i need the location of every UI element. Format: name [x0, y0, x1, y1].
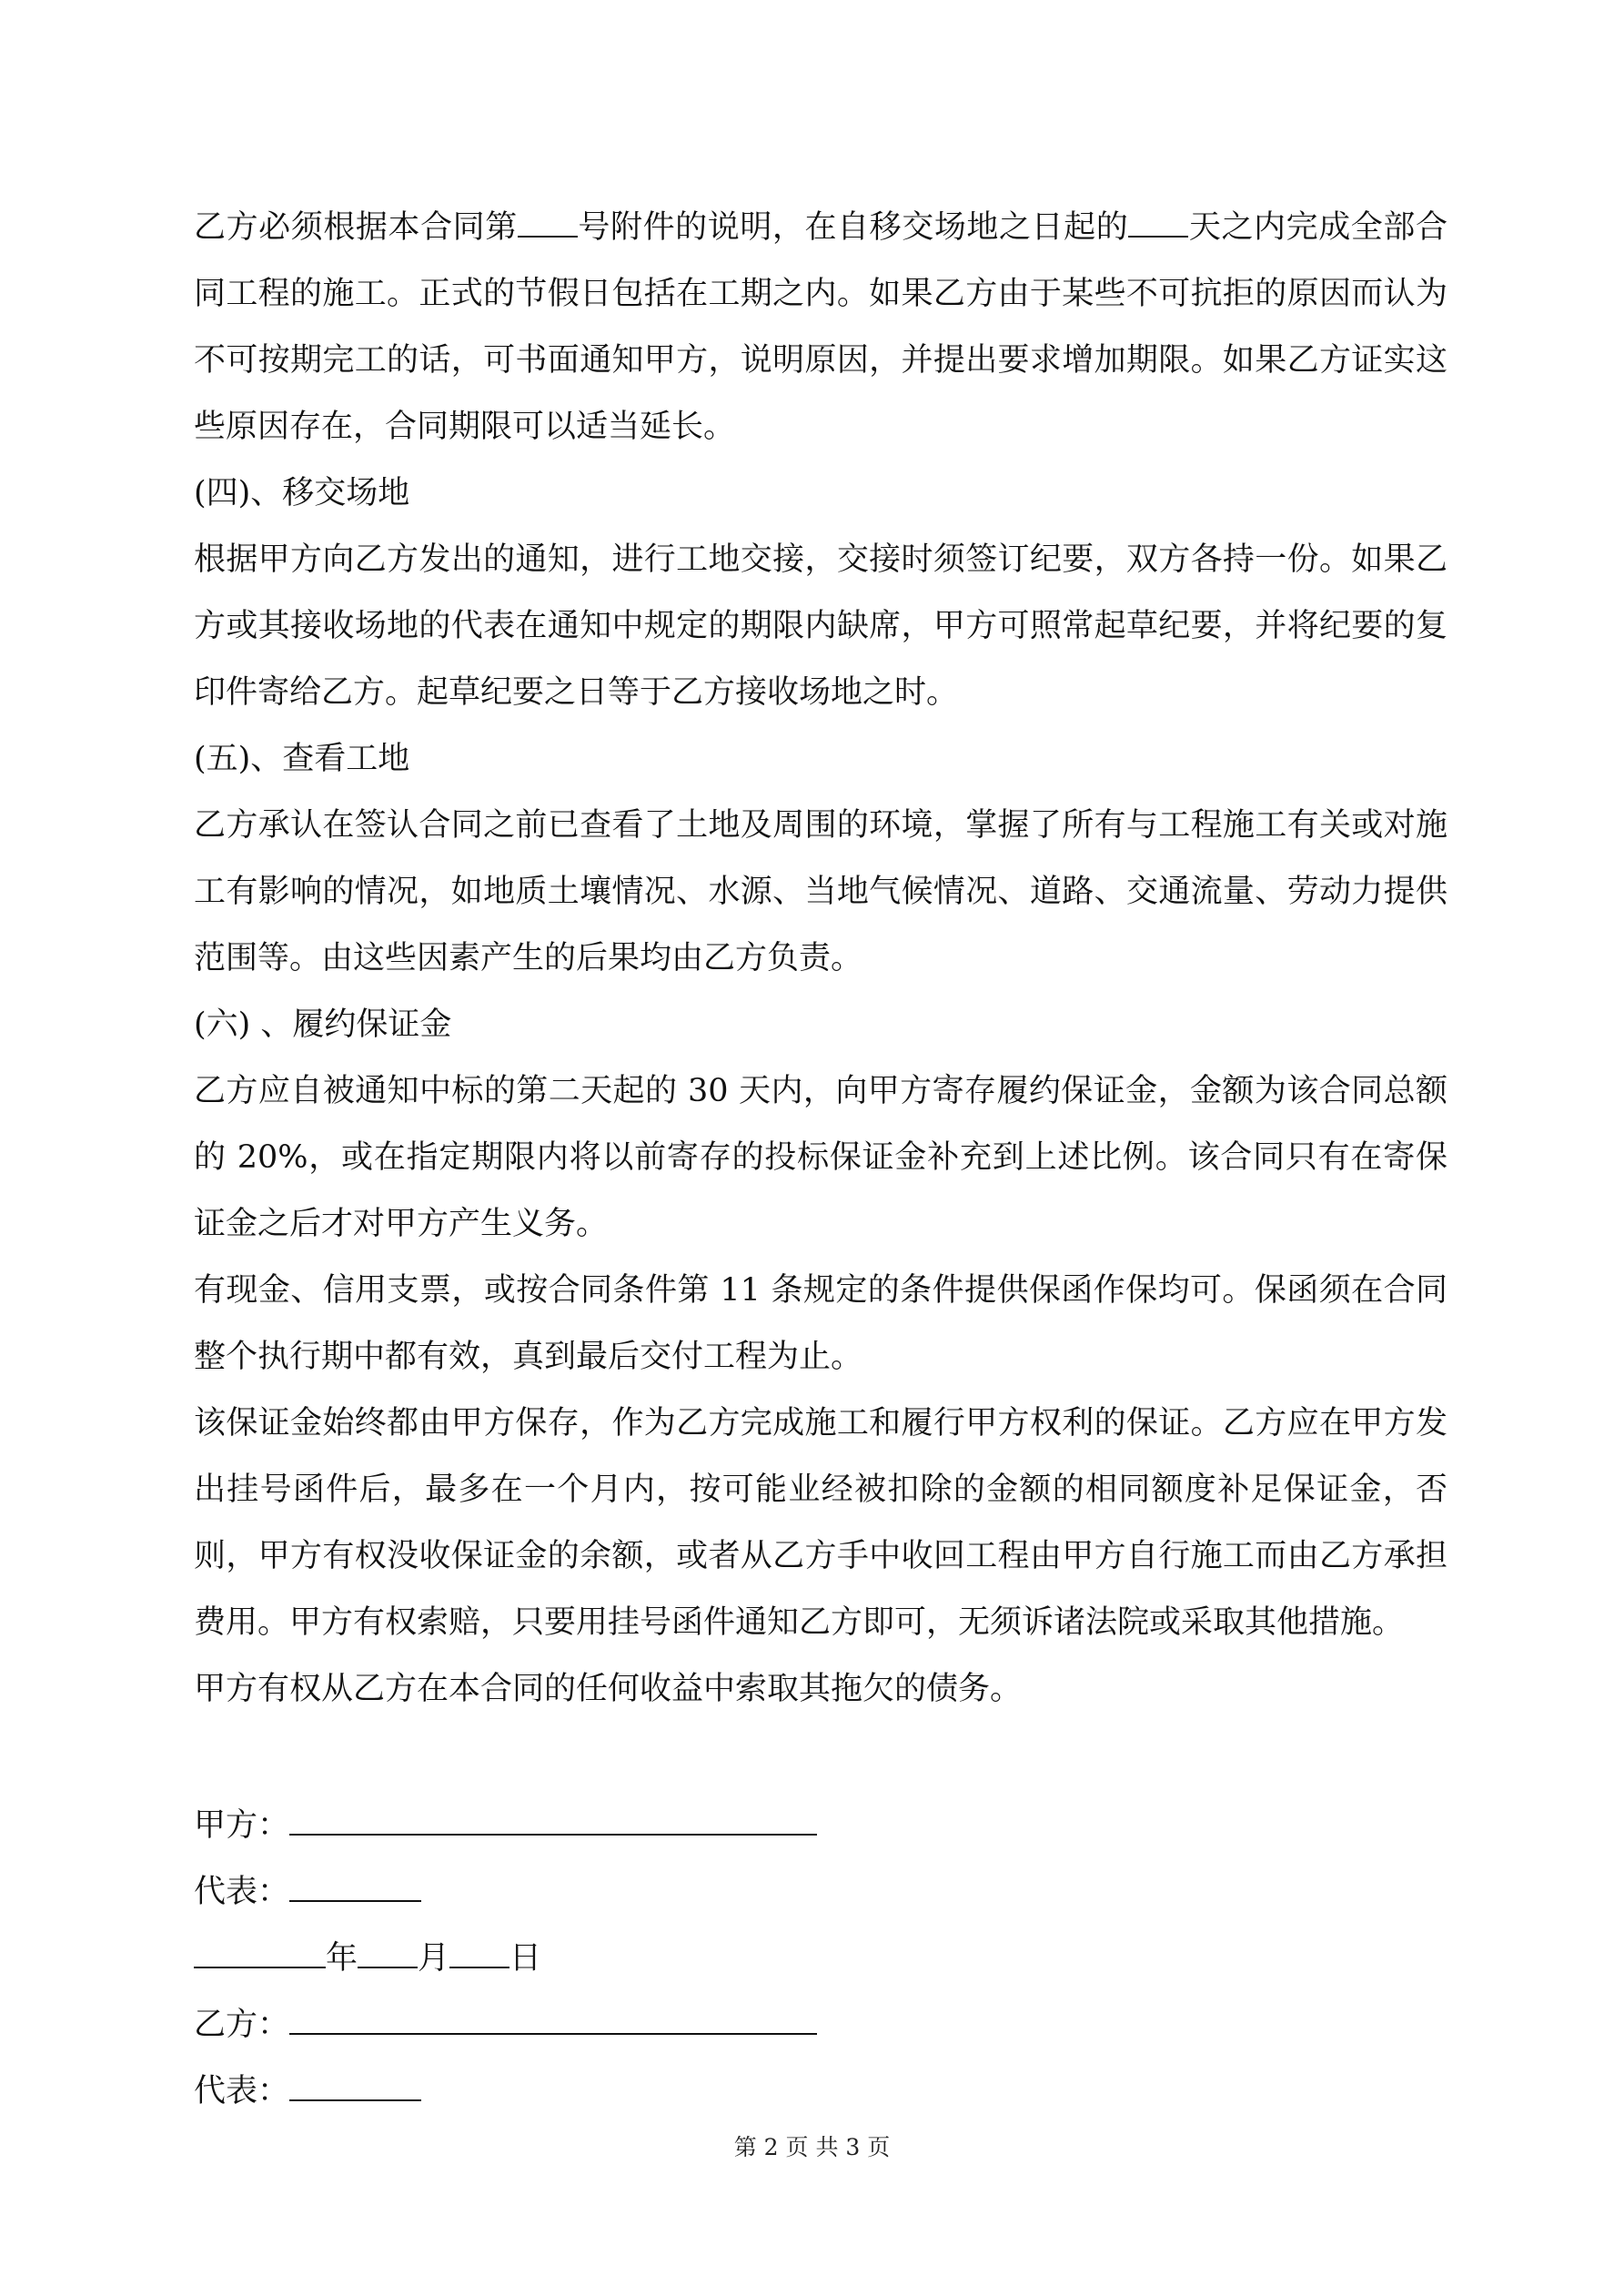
rep-b-label: 代表：: [194, 2073, 290, 2109]
month-label: 月: [418, 1940, 450, 1977]
rep-a-blank: [289, 1873, 421, 1902]
signature-block: [194, 1793, 1447, 2125]
party-a-line: [194, 1793, 1447, 1859]
year-blank: [194, 1939, 326, 1968]
paragraph-bond-custody: 该保证金始终都由甲方保存，作为乙方完成施工和履行甲方权利的保证。乙方应在甲方发出挂号函件后，最多在一个月内，按可能业经被扣除的金额的相同额度补足保证金，否则，甲方有权没收保证金的余额，或者从乙方手中收回工程由甲方自行施工而由乙方承担费用。甲方有权索赔，只要用挂号函件通知乙方即可，无须诉诸法院或采取其他措施。: [194, 1405, 1447, 1641]
blank-attachment-number: [518, 208, 578, 238]
party-b-blank: [289, 2006, 817, 2035]
rep-b-line: [194, 2058, 1447, 2125]
date-line: [194, 1926, 1447, 1992]
paragraph-performance-bond: 乙方应自被通知中标的第二天起的 30 天内，向甲方寄存履约保证金，金额为该合同总额的 20%，或在指定期限内将以前寄存的投标保证金补充到上述比例。该合同只有在寄保证金之后才对甲方产生义务。: [194, 1073, 1447, 1242]
day-blank: [449, 1939, 509, 1968]
paragraph-site-handover: 根据甲方向乙方发出的通知，进行工地交接，交接时须签订纪要，双方各持一份。如果乙方或其接收场地的代表在通知中规定的期限内缺席，甲方可照常起草纪要，并将纪要的复印件寄给乙方。起草纪要之日等于乙方接收场地之时。: [194, 541, 1447, 711]
blank-days: [1128, 208, 1188, 238]
section-heading: (六) 、履约保证金: [194, 1006, 452, 1043]
paragraph-debt-recovery: 甲方有权从乙方在本合同的任何收益中索取其拖欠的债务。: [194, 1671, 1023, 1707]
section-heading: (五)、查看工地: [194, 741, 410, 777]
rep-a-label: 代表：: [194, 1874, 290, 1910]
paragraph-construction-period: [194, 195, 1447, 460]
year-label: 年: [326, 1940, 358, 1977]
page-number-footer: 第 2 页 共 3 页: [733, 2134, 891, 2160]
rep-b-blank: [289, 2072, 421, 2101]
paragraph-text: 号附件的说明，在自移交场地之日起的: [577, 209, 1129, 246]
rep-a-line: [194, 1859, 1447, 1926]
party-a-label: 甲方：: [194, 1807, 290, 1844]
paragraph-text: 乙方必须根据本合同第: [194, 209, 518, 246]
contract-body: [194, 195, 1447, 1723]
party-a-blank: [289, 1806, 817, 1836]
month-blank: [358, 1939, 418, 1968]
paragraph-bond-forms: 有现金、信用支票，或按合同条件第 11 条规定的条件提供保函作保均可。保函须在合同整个执行期中都有效，真到最后交付工程为止。: [194, 1272, 1447, 1375]
party-b-line: [194, 1992, 1447, 2058]
paragraph-site-inspection: 乙方承认在签认合同之前已查看了土地及周围的环境，掌握了所有与工程施工有关或对施工有影响的情况，如地质土壤情况、水源、当地气候情况、道路、交通流量、劳动力提供范围等。由这些因素产生的后果均由乙方负责。: [194, 807, 1447, 976]
day-label: 日: [509, 1940, 542, 1977]
paragraph-text: 天之内完成全部合同工程的施工。正式的节假日包括在工期之内。如果乙方由于某些不可抗拒的原因而认为不可按期完工的话，可书面通知甲方，说明原因，并提出要求增加期限。如果乙方证实这些原因存在，合同期限可以适当延长。: [194, 209, 1447, 445]
section-heading: (四)、移交场地: [194, 475, 410, 511]
party-b-label: 乙方：: [194, 2007, 290, 2043]
